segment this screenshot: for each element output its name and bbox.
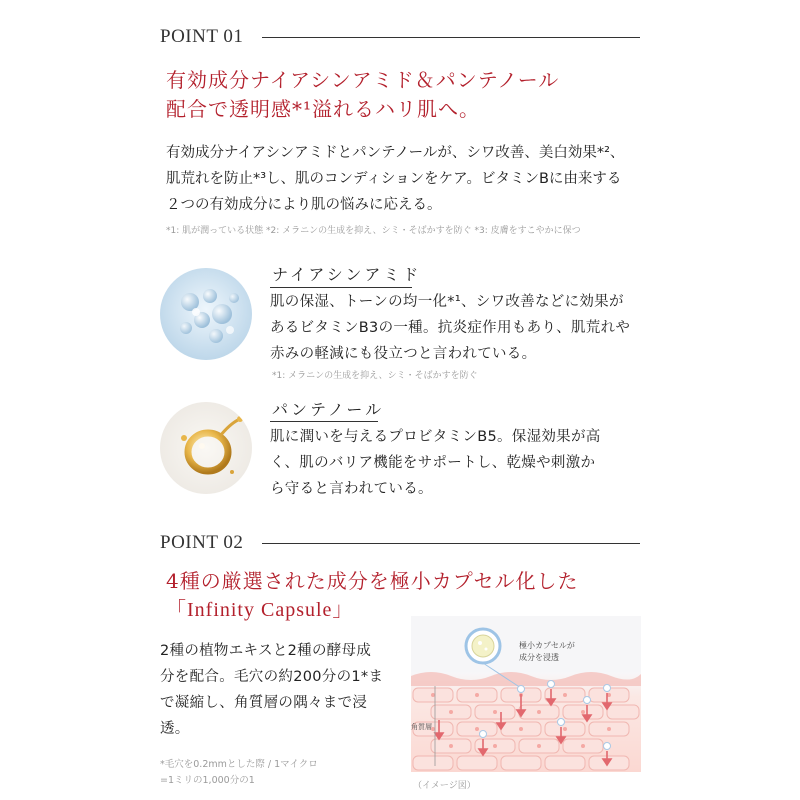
point-02-body-line2: 分を配合。毛穴の約200分の1*ま [160, 669, 384, 685]
point-02-label: POINT 02 [160, 532, 244, 553]
niacinamide-image [160, 268, 252, 360]
panthenol-title: パンテノール [272, 400, 385, 419]
niacinamide-line3: 赤みの軽減にも役立つと言われている。 [270, 346, 537, 362]
point-02-rule [262, 543, 640, 544]
niacinamide-line2: あるビタミンB3の一種。抗炎症作用もあり、肌荒れや [270, 320, 631, 336]
niacinamide-title: ナイアシンアミド [272, 265, 422, 284]
point-01-body [166, 140, 624, 218]
diagram-callout-line1: 極小カプセルが [519, 641, 575, 650]
niacinamide-title-underline [270, 287, 412, 288]
point-02-footnote-line2: =1ミリの1,000分の1 [160, 775, 255, 786]
point-02-headline-line2: 「Infinity Capsule」 [166, 599, 354, 621]
panthenol-line2: く、肌のバリア機能をサポートし、乾燥や刺激か [270, 455, 596, 471]
point-02-footnote-line1: *毛穴を0.2mmとした際 / 1マイクロ [160, 759, 318, 770]
niacinamide-line1: 肌の保湿、トーンの均一化*¹、シワ改善などに効果が [270, 294, 624, 310]
panthenol-image [160, 402, 252, 494]
point-01-body-line2: 肌荒れを防止*³し、肌のコンディションをケア。ビタミンBに由来する [166, 171, 622, 187]
point-02-headline-line1: 4種の厳選された成分を極小カプセル化した [166, 569, 579, 593]
point-02-body-line4: 透。 [160, 721, 190, 737]
point-01-body-line3: ２つの有効成分により肌の悩みに応える。 [166, 197, 442, 213]
point-01-label: POINT 01 [160, 26, 244, 47]
panthenol-line1: 肌に潤いを与えるプロビタミンB5。保湿効果が高 [270, 429, 601, 445]
diagram-cell-grid [413, 688, 639, 770]
point-01-headline-line2: 配合で透明感*¹溢れるハリ肌へ。 [166, 97, 481, 121]
diagram-callout [519, 640, 575, 664]
diagram-caption: （イメージ図） [413, 781, 476, 791]
point-01-body-line1: 有効成分ナイアシンアミドとパンテノールが、シワ改善、美白効果*²、 [166, 145, 625, 161]
point-02-body-line3: で凝縮し、角質層の隅々まで浸 [160, 695, 368, 711]
point-02-body [160, 638, 383, 742]
panthenol-title-underline [270, 421, 378, 422]
point-01-footnote: *1: 肌が潤っている状態 *2: メラニンの生成を抑え、シミ・そばかすを防ぐ *3: 皮膚をすこやかに保つ [166, 226, 581, 236]
diagram-layer-label: 角質層 [411, 723, 432, 731]
point-01-headline-line1: 有効成分ナイアシンアミド＆パンテノール [166, 68, 560, 92]
skin-penetration-diagram [411, 616, 641, 772]
point-01-headline [166, 66, 559, 124]
diagram-callout-line2: 成分を浸透 [519, 653, 559, 662]
point-01-rule [262, 37, 640, 38]
point-02-footnote [160, 757, 318, 789]
point-02-body-line1: 2種の植物エキスと2種の酵母成 [160, 643, 372, 659]
panthenol-line3: ら守ると言われている。 [270, 481, 433, 497]
niacinamide-footnote: *1: メラニンの生成を抑え、シミ・そばかすを防ぐ [272, 371, 478, 381]
panthenol-description [270, 424, 601, 502]
niacinamide-description [270, 289, 630, 367]
